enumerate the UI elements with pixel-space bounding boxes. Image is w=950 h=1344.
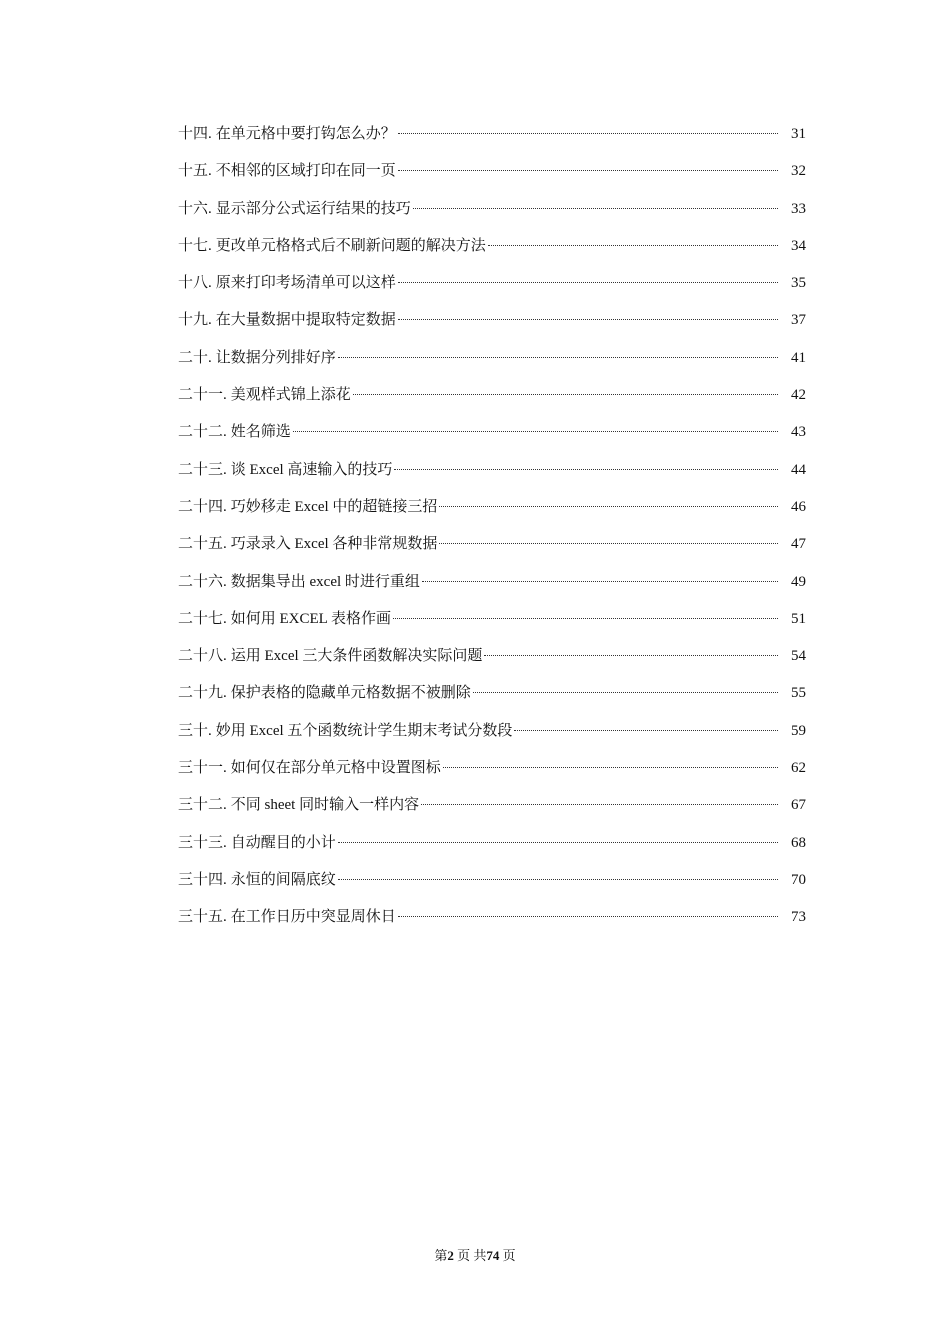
toc-entry-title: 永恒的间隔底纹 xyxy=(230,871,336,888)
toc-dot-leader xyxy=(421,804,778,805)
toc-entry-number: 十八. xyxy=(178,275,212,292)
toc-entry-title: 巧录录入 Excel 各种非常规数据 xyxy=(230,536,438,553)
toc-entry[interactable] xyxy=(178,905,806,942)
toc-dot-leader xyxy=(439,543,778,544)
toc-dot-leader xyxy=(514,730,778,731)
toc-entry-title: 运用 Excel 三大条件函数解决实际问题 xyxy=(230,648,483,665)
toc-entry-page: 47 xyxy=(791,536,806,553)
toc-entry-page: 70 xyxy=(791,871,806,888)
toc-entry-page: 34 xyxy=(791,237,806,254)
toc-entry[interactable] xyxy=(178,159,806,196)
toc-entry-title: 显示部分公式运行结果的技巧 xyxy=(215,200,411,217)
toc-entry[interactable] xyxy=(178,607,806,644)
toc-dot-leader xyxy=(338,842,778,843)
toc-dot-leader xyxy=(488,245,778,246)
toc-dot-leader xyxy=(473,692,778,693)
toc-entry-page: 68 xyxy=(791,834,806,851)
toc-entry-number: 三十一. xyxy=(178,760,227,777)
toc-entry-title: 在大量数据中提取特定数据 xyxy=(215,312,396,329)
toc-entry[interactable] xyxy=(178,681,806,718)
toc-entry[interactable] xyxy=(178,644,806,681)
toc-entry-title: 更改单元格格式后不刷新问题的解决方法 xyxy=(215,237,486,254)
toc-entry[interactable] xyxy=(178,458,806,495)
toc-entry[interactable] xyxy=(178,346,806,383)
toc-dot-leader xyxy=(398,282,778,283)
toc-entry-number: 十九. xyxy=(178,312,212,329)
toc-entry-page: 37 xyxy=(791,312,806,329)
toc-entry-number: 十五. xyxy=(178,163,212,180)
toc-entry[interactable] xyxy=(178,197,806,234)
toc-dot-leader xyxy=(439,506,778,507)
toc-entry-page: 67 xyxy=(791,797,806,814)
toc-dot-leader xyxy=(484,655,778,656)
toc-dot-leader xyxy=(293,431,778,432)
toc-dot-leader xyxy=(398,133,778,134)
footer-mid: 页 共 xyxy=(457,1248,487,1263)
toc-dot-leader xyxy=(443,767,778,768)
toc-entry-page: 44 xyxy=(791,461,806,478)
toc-entry-number: 二十九. xyxy=(178,685,227,702)
toc-entry[interactable] xyxy=(178,719,806,756)
toc-entry-number: 二十六. xyxy=(178,573,227,590)
toc-entry-page: 59 xyxy=(791,722,806,739)
toc-entry-title: 如何用 EXCEL 表格作画 xyxy=(230,610,392,627)
toc-entry-number: 三十三. xyxy=(178,834,227,851)
toc-entry-title: 自动醒目的小计 xyxy=(230,834,336,851)
toc-entry-page: 42 xyxy=(791,387,806,404)
toc-entry-title: 保护表格的隐藏单元格数据不被删除 xyxy=(230,685,471,702)
toc-entry-page: 62 xyxy=(791,760,806,777)
toc-entry[interactable] xyxy=(178,495,806,532)
toc-entry-title: 让数据分列排好序 xyxy=(215,349,336,366)
toc-entry[interactable] xyxy=(178,868,806,905)
toc-entry-number: 二十四. xyxy=(178,498,227,515)
toc-entry-title: 不同 sheet 同时输入一样内容 xyxy=(230,797,420,814)
toc-entry[interactable] xyxy=(178,308,806,345)
toc-dot-leader xyxy=(393,618,778,619)
toc-entry[interactable] xyxy=(178,756,806,793)
toc-entry-page: 55 xyxy=(791,685,806,702)
toc-entry[interactable] xyxy=(178,271,806,308)
toc-entry-number: 二十三. xyxy=(178,461,227,478)
toc-entry-number: 二十二. xyxy=(178,424,227,441)
toc-dot-leader xyxy=(398,916,778,917)
toc-entry-number: 二十八. xyxy=(178,648,227,665)
toc-entry[interactable] xyxy=(178,532,806,569)
toc-entry-title: 在工作日历中突显周休日 xyxy=(230,909,396,926)
page-footer xyxy=(0,1246,950,1266)
toc-dot-leader xyxy=(398,170,778,171)
toc-entry-title: 美观样式锦上添花 xyxy=(230,387,351,404)
footer-suffix: 页 xyxy=(502,1248,516,1263)
toc-entry-number: 三十. xyxy=(178,722,212,739)
table-of-contents xyxy=(178,122,806,943)
toc-entry-page: 73 xyxy=(791,909,806,926)
toc-dot-leader xyxy=(338,357,778,358)
toc-entry-page: 31 xyxy=(791,126,806,142)
toc-entry-number: 二十五. xyxy=(178,536,227,553)
toc-entry[interactable] xyxy=(178,122,806,159)
toc-entry[interactable] xyxy=(178,234,806,271)
toc-dot-leader xyxy=(398,319,778,320)
toc-entry-page: 49 xyxy=(791,573,806,590)
toc-entry-page: 33 xyxy=(791,200,806,217)
toc-entry-page: 41 xyxy=(791,349,806,366)
toc-dot-leader xyxy=(353,394,778,395)
toc-entry[interactable] xyxy=(178,793,806,830)
toc-entry-number: 十六. xyxy=(178,200,212,217)
toc-dot-leader xyxy=(394,469,778,470)
toc-entry-title: 在单元格中要打钩怎么办？ xyxy=(215,126,396,142)
toc-entry-page: 35 xyxy=(791,275,806,292)
toc-entry-number: 三十四. xyxy=(178,871,227,888)
toc-entry-page: 54 xyxy=(791,648,806,665)
toc-entry-number: 二十七. xyxy=(178,610,227,627)
footer-prefix: 第 xyxy=(434,1248,448,1263)
toc-entry-title: 原来打印考场清单可以这样 xyxy=(215,275,396,292)
toc-entry-number: 十四. xyxy=(178,126,212,142)
toc-entry-title: 数据集导出 excel 时进行重组 xyxy=(230,573,420,590)
total-page-number: 74 xyxy=(486,1248,500,1263)
toc-entry-number: 二十. xyxy=(178,349,212,366)
current-page-number: 2 xyxy=(447,1248,454,1263)
toc-entry-page: 51 xyxy=(791,610,806,627)
toc-entry-title: 妙用 Excel 五个函数统计学生期末考试分数段 xyxy=(215,722,513,739)
toc-entry-title: 巧妙移走 Excel 中的超链接三招 xyxy=(230,498,438,515)
toc-entry[interactable] xyxy=(178,420,806,457)
toc-entry-title: 谈 Excel 高速输入的技巧 xyxy=(230,461,393,478)
toc-dot-leader xyxy=(338,879,778,880)
toc-entry-number: 十七. xyxy=(178,237,212,254)
toc-entry-number: 二十一. xyxy=(178,387,227,404)
toc-entry-number: 三十五. xyxy=(178,909,227,926)
toc-dot-leader xyxy=(413,208,778,209)
toc-entry-title: 如何仅在部分单元格中设置图标 xyxy=(230,760,441,777)
toc-entry-title: 不相邻的区域打印在同一页 xyxy=(215,163,396,180)
toc-entry-page: 46 xyxy=(791,498,806,515)
toc-dot-leader xyxy=(422,581,778,582)
toc-entry-number: 三十二. xyxy=(178,797,227,814)
toc-entry-title: 姓名筛选 xyxy=(230,424,291,441)
toc-entry-page: 43 xyxy=(791,424,806,441)
toc-entry[interactable] xyxy=(178,383,806,420)
toc-entry[interactable] xyxy=(178,570,806,607)
toc-entry[interactable] xyxy=(178,831,806,868)
toc-entry-page: 32 xyxy=(791,163,806,180)
